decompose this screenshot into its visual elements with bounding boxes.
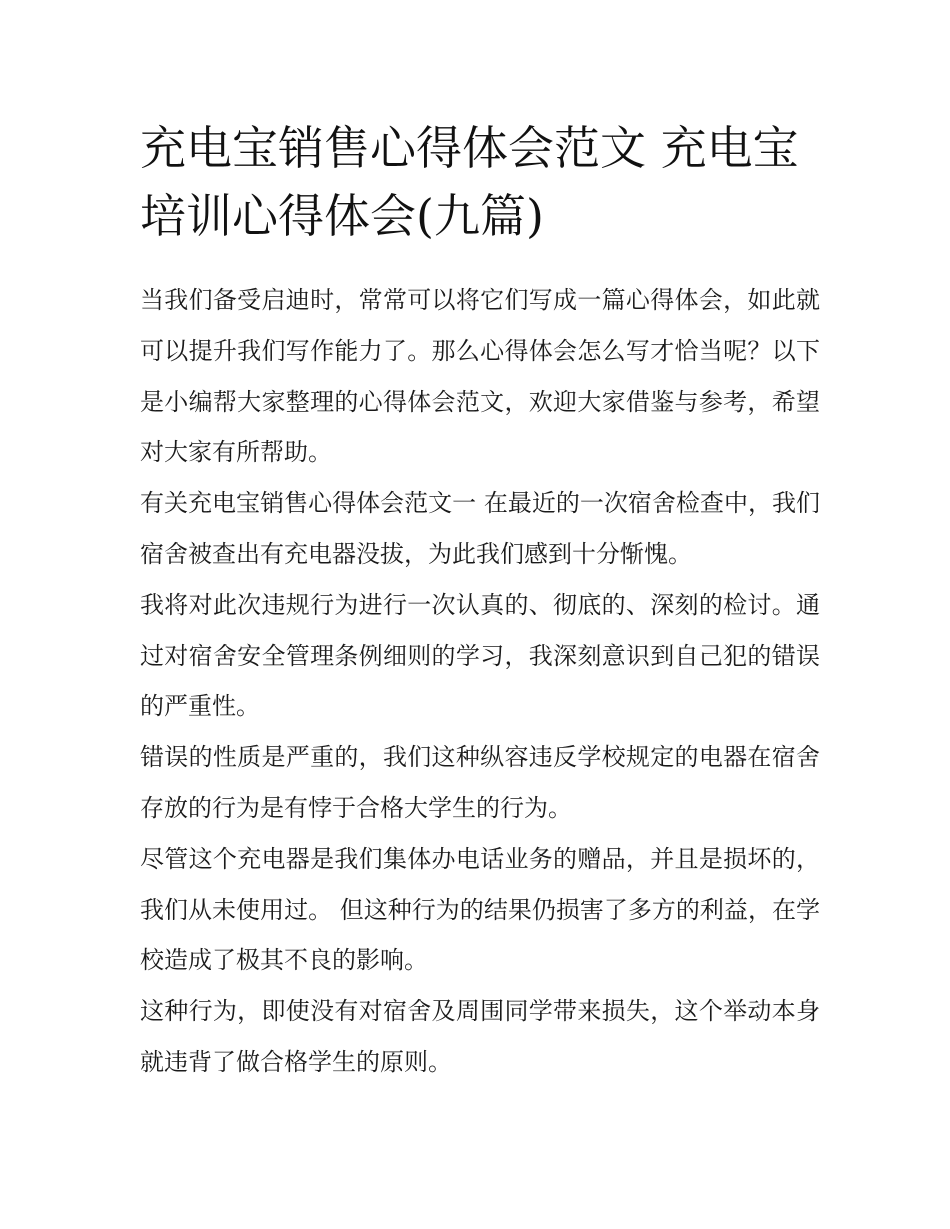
document-body	[140, 275, 820, 1088]
paragraph: 有关充电宝销售心得体会范文一 在最近的一次宿舍检查中，我们宿舍被查出有充电器没拔，为此我们感到十分惭愧。	[140, 489, 820, 568]
paragraph: 我将对此次违规行为进行一次认真的、彻底的、深刻的检讨。通过对宿舍安全管理条例细则的学习，我深刻意识到自己犯的错误的严重性。	[140, 590, 820, 721]
paragraph: 这种行为，即使没有对宿舍及周围同学带来损失，这个举动本身就违背了做合格学生的原则。	[140, 997, 820, 1076]
paragraph: 当我们备受启迪时，常常可以将它们写成一篇心得体会，如此就可以提升我们写作能力了。那么心得体会怎么写才恰当呢？以下是小编帮大家整理的心得体会范文，欢迎大家借鉴与参考，希望对大家有所帮助。	[140, 286, 820, 467]
paragraph: 错误的性质是严重的，我们这种纵容违反学校规定的电器在宿舍存放的行为是有悖于合格大学生的行为。	[140, 743, 820, 822]
document-title: 充电宝销售心得体会范文 充电宝培训心得体会(九篇)	[140, 121, 799, 243]
paragraph: 尽管这个充电器是我们集体办电话业务的赠品，并且是损坏的，我们从未使用过。 但这种行为的结果仍损害了多方的利益，在学校造成了极其不良的影响。	[140, 844, 820, 975]
